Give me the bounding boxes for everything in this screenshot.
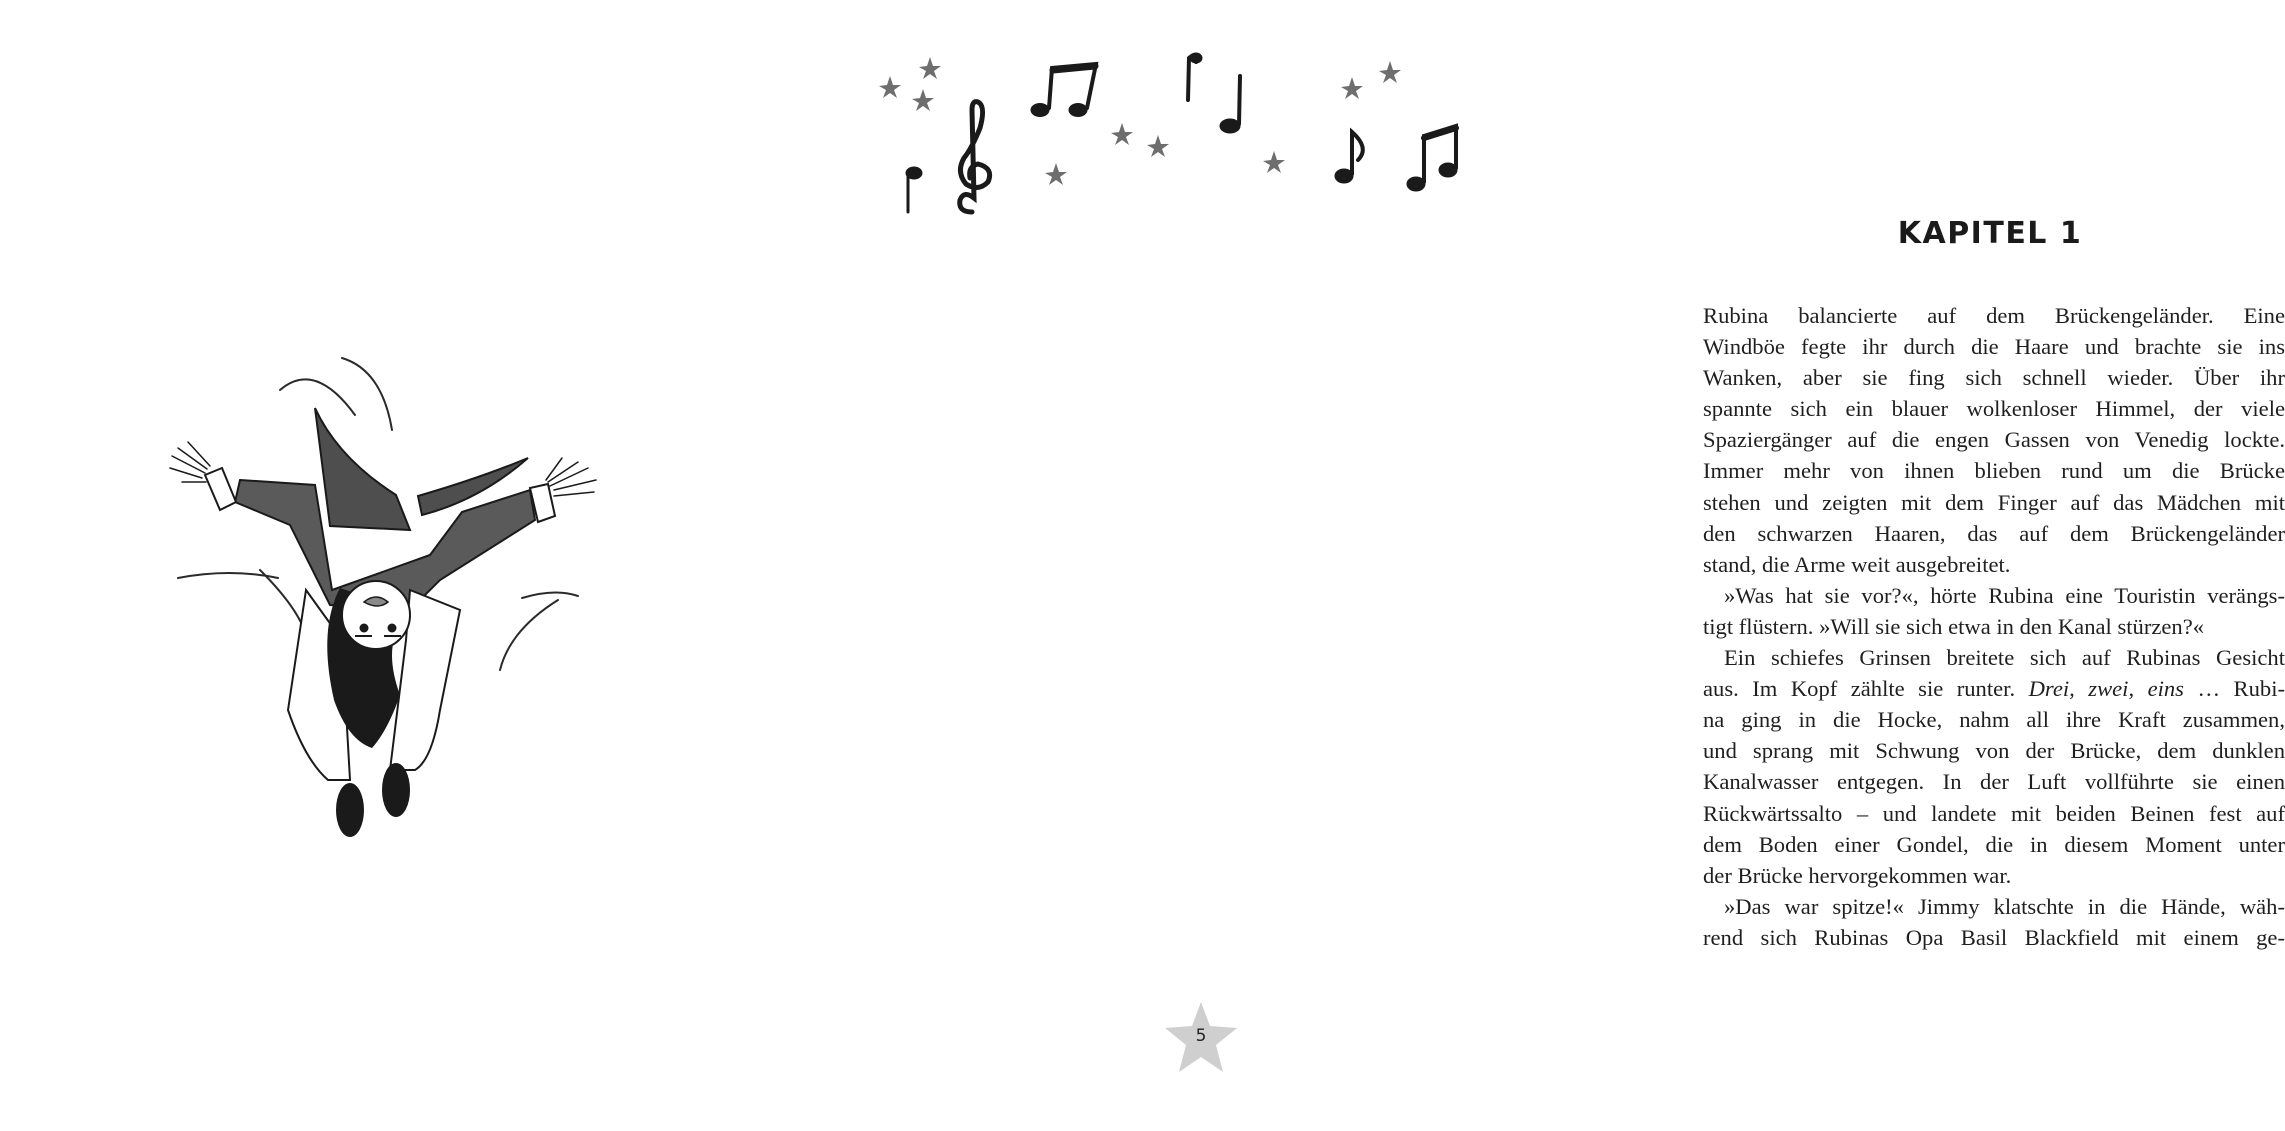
star-icon bbox=[1379, 61, 1401, 83]
note-head bbox=[1031, 104, 1049, 117]
right-page bbox=[800, 0, 2285, 1131]
page-number-label: 5 bbox=[1195, 1026, 1207, 1046]
text-line: der Brücke hervorgekommen war. bbox=[1703, 862, 2012, 888]
text-line: spannte sich ein blauer wolkenloser Himmel, der viele bbox=[1703, 396, 2285, 422]
text-line: »Das war spitze!« Jimmy klatschte in die Hände, wäh- bbox=[1724, 893, 2285, 919]
text-line: na ging in die Hocke, nahm all ihre Kraft zusammen, bbox=[1703, 707, 2285, 733]
text-line: und sprang mit Schwung von der Brücke, dem dunklen bbox=[1703, 738, 2285, 764]
chapter-body-text bbox=[1703, 300, 2285, 953]
text-line: Wanken, aber sie fing sich schnell wieder. Über ihr bbox=[1703, 365, 2285, 391]
left-page bbox=[0, 0, 800, 1131]
text-line: Rubina balancierte auf dem Brückengeländer. Eine bbox=[1703, 303, 2285, 328]
text-line: stehen und zeigten mit dem Finger auf das Mädchen mit bbox=[1703, 489, 2285, 515]
page-number bbox=[1163, 1000, 1239, 1076]
text-line: Ein schiefes Grinsen breitete sich auf Rubinas Gesicht bbox=[1724, 645, 2285, 671]
star-icon bbox=[919, 57, 941, 79]
text-line: rend sich Rubinas Opa Basil Blackfield mit einem ge- bbox=[1703, 924, 2285, 950]
star-icon bbox=[1045, 163, 1067, 185]
girl-flip-illustration bbox=[110, 340, 670, 870]
text-line: Immer mehr von ihnen blieben rund um die Brücke bbox=[1703, 458, 2285, 484]
star-icon bbox=[879, 76, 901, 98]
star-icon bbox=[912, 89, 934, 111]
star-icon bbox=[1111, 123, 1133, 145]
treble-clef-icon bbox=[960, 102, 990, 212]
music-notes-header bbox=[900, 40, 1500, 240]
text-line: den schwarzen Haaren, das auf dem Brückengeländer bbox=[1703, 520, 2285, 546]
star-icon bbox=[1263, 151, 1285, 173]
note-head bbox=[1220, 119, 1240, 133]
text-line: aus. Im Kopf zählte sie runter. Drei, zwei, eins … Rubi- bbox=[1703, 676, 2285, 702]
text-line: Kanalwasser entgegen. In der Luft vollführte sie einen bbox=[1703, 769, 2285, 795]
text-line: »Was hat sie vor?«, hörte Rubina eine Touristin verängs- bbox=[1724, 582, 2285, 608]
text-line: dem Boden einer Gondel, die in diesem Moment unter bbox=[1703, 831, 2285, 857]
text-line: tigt flüstern. »Will sie sich etwa in den Kanal stürzen?« bbox=[1703, 613, 2205, 639]
star-icon bbox=[1147, 135, 1169, 157]
italic-countdown: Drei, zwei, eins bbox=[2028, 676, 2184, 702]
star-icon bbox=[1341, 77, 1363, 99]
note-head bbox=[1069, 104, 1087, 117]
chapter-title: KAPITEL 1 bbox=[1897, 216, 2083, 251]
text-line: Windböe fegte ihr durch die Haare und brachte sie ins bbox=[1703, 334, 2285, 360]
text-line: stand, die Arme weit ausgebreitet. bbox=[1703, 551, 2011, 577]
eighth-note-icon bbox=[1352, 132, 1363, 174]
text-line: Spaziergänger auf die engen Gassen von Venedig lockte. bbox=[1703, 427, 2285, 453]
text-line: Rückwärtssalto – und landete mit beiden Beinen fest auf bbox=[1703, 800, 2285, 826]
